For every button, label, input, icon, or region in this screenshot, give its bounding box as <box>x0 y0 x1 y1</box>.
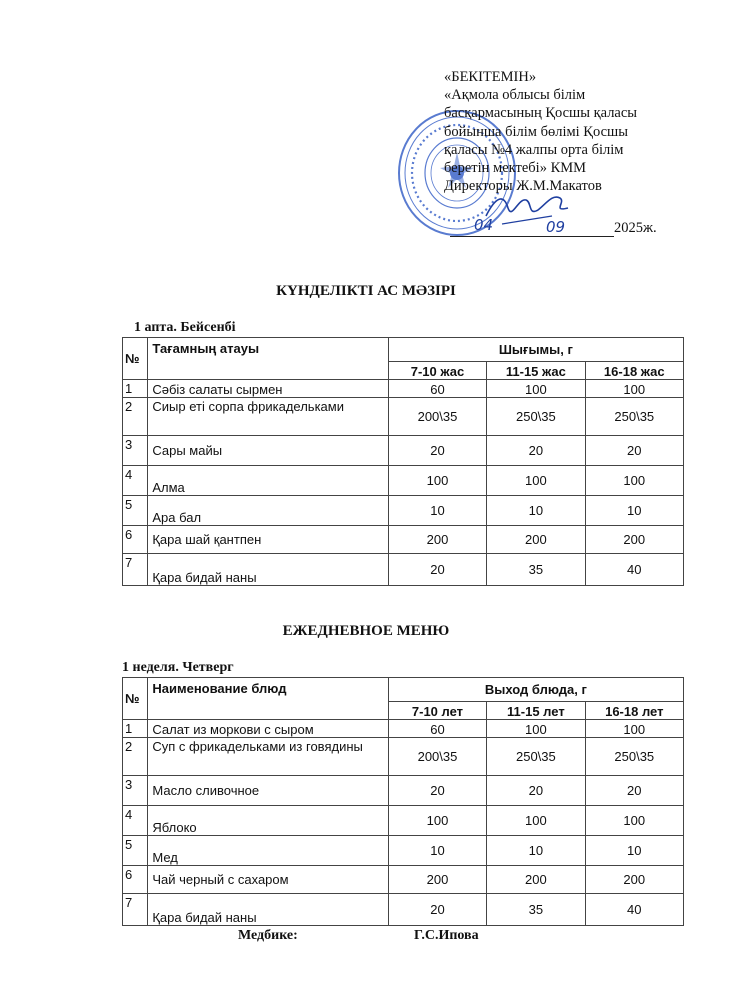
approval-line: қаласы №4 жалпы орта білім <box>444 141 624 158</box>
table-row <box>123 720 684 738</box>
yield-value: 10 <box>585 836 683 866</box>
yield-value: 100 <box>388 806 486 836</box>
dish-name: Чай черный с сахаром <box>148 866 388 894</box>
yield-value: 20 <box>487 436 585 466</box>
ru-week-label: 1 неделя. Четверг <box>122 660 234 675</box>
yield-value: 20 <box>388 776 486 806</box>
yield-value: 200 <box>585 526 683 554</box>
table-header-row <box>123 338 684 362</box>
approval-date <box>450 216 657 237</box>
row-number: 5 <box>123 496 148 526</box>
yield-value: 100 <box>487 806 585 836</box>
col-dish-name: Наименование блюд <box>148 678 388 720</box>
yield-value: 60 <box>388 380 486 398</box>
dish-name: Суп с фрикадельками из говядины <box>148 738 388 776</box>
table-row <box>123 436 684 466</box>
yield-value: 20 <box>388 894 486 926</box>
ru-menu-table <box>122 677 684 926</box>
yield-value: 250\35 <box>585 398 683 436</box>
row-number: 5 <box>123 836 148 866</box>
yield-value: 10 <box>388 496 486 526</box>
yield-value: 35 <box>487 554 585 586</box>
signature-role: Медбике: <box>238 928 298 943</box>
table-header-row <box>123 678 684 702</box>
dish-name: Алма <box>148 466 388 496</box>
yield-value: 100 <box>585 466 683 496</box>
yield-value: 10 <box>585 496 683 526</box>
col-number: № <box>123 678 148 720</box>
yield-value: 20 <box>388 554 486 586</box>
dish-name: Сиыр еті сорпа фрикадельками <box>148 398 388 436</box>
row-number: 1 <box>123 720 148 738</box>
table-row <box>123 894 684 926</box>
table-row <box>123 806 684 836</box>
yield-value: 200\35 <box>388 398 486 436</box>
row-number: 3 <box>123 436 148 466</box>
approval-line: Директоры Ж.М.Макатов <box>444 178 602 195</box>
date-year: 2025ж. <box>614 220 657 236</box>
yield-value: 200 <box>487 866 585 894</box>
yield-value: 35 <box>487 894 585 926</box>
table-row <box>123 776 684 806</box>
yield-value: 200 <box>388 866 486 894</box>
yield-value: 250\35 <box>585 738 683 776</box>
col-number: № <box>123 338 148 380</box>
table-row <box>123 380 684 398</box>
yield-value: 10 <box>487 836 585 866</box>
table-row <box>123 836 684 866</box>
col-age-3: 16-18 жас <box>585 362 683 380</box>
dish-name: Мед <box>148 836 388 866</box>
signature-person: Г.С.Ипова <box>414 928 479 943</box>
dish-name: Масло сливочное <box>148 776 388 806</box>
row-number: 6 <box>123 526 148 554</box>
kz-menu-title: КҮНДЕЛІКТІ АС МӘЗІРІ <box>276 283 456 299</box>
kz-week-label: 1 апта. Бейсенбі <box>134 320 236 335</box>
approval-line: бойынша білім бөлімі Қосшы <box>444 123 628 140</box>
col-age-1: 7-10 жас <box>388 362 486 380</box>
yield-value: 200 <box>487 526 585 554</box>
table-row <box>123 398 684 436</box>
yield-value: 200 <box>388 526 486 554</box>
yield-value: 200\35 <box>388 738 486 776</box>
row-number: 7 <box>123 894 148 926</box>
approval-line: беретін мектебі» КММ <box>444 160 587 177</box>
yield-value: 10 <box>388 836 486 866</box>
col-age-2: 11-15 жас <box>487 362 585 380</box>
dish-name: Сәбіз салаты сырмен <box>148 380 388 398</box>
row-number: 4 <box>123 806 148 836</box>
dish-name: Қара бидай наны <box>148 554 388 586</box>
table-row <box>123 496 684 526</box>
yield-value: 20 <box>585 436 683 466</box>
row-number: 4 <box>123 466 148 496</box>
yield-value: 250\35 <box>487 398 585 436</box>
row-number: 7 <box>123 554 148 586</box>
yield-value: 200 <box>585 866 683 894</box>
yield-value: 100 <box>585 806 683 836</box>
approval-block <box>444 68 694 195</box>
yield-value: 100 <box>585 720 683 738</box>
approval-line: «Ақмола облысы білім <box>444 87 586 104</box>
approval-line: басқармасының Қосшы қаласы <box>444 105 638 122</box>
row-number: 6 <box>123 866 148 894</box>
col-yield: Выход блюда, г <box>388 678 683 702</box>
yield-value: 100 <box>487 380 585 398</box>
dish-name: Қара бидай наны <box>148 894 388 926</box>
date-month: 09 <box>546 218 566 236</box>
table-row <box>123 526 684 554</box>
yield-value: 100 <box>487 720 585 738</box>
table-row <box>123 466 684 496</box>
dish-name: Яблоко <box>148 806 388 836</box>
yield-value: 100 <box>585 380 683 398</box>
row-number: 1 <box>123 380 148 398</box>
yield-value: 40 <box>585 894 683 926</box>
yield-value: 20 <box>585 776 683 806</box>
yield-value: 20 <box>487 776 585 806</box>
table-row <box>123 738 684 776</box>
dish-name: Қара шай қантпен <box>148 526 388 554</box>
col-dish-name: Тағамның атауы <box>148 338 388 380</box>
date-day: 04 <box>474 216 494 234</box>
approval-line: «БЕКІТЕМІН» <box>444 69 537 85</box>
row-number: 2 <box>123 738 148 776</box>
dish-name: Салат из моркови с сыром <box>148 720 388 738</box>
yield-value: 100 <box>487 466 585 496</box>
ru-menu-title: ЕЖЕДНЕВНОЕ МЕНЮ <box>282 623 450 639</box>
yield-value: 20 <box>388 436 486 466</box>
col-age-1: 7-10 лет <box>388 702 486 720</box>
yield-value: 40 <box>585 554 683 586</box>
yield-value: 60 <box>388 720 486 738</box>
col-age-3: 16-18 лет <box>585 702 683 720</box>
row-number: 2 <box>123 398 148 436</box>
yield-value: 250\35 <box>487 738 585 776</box>
kz-menu-table <box>122 337 684 586</box>
row-number: 3 <box>123 776 148 806</box>
dish-name: Ара бал <box>148 496 388 526</box>
table-row <box>123 866 684 894</box>
table-row <box>123 554 684 586</box>
col-age-2: 11-15 лет <box>487 702 585 720</box>
yield-value: 100 <box>388 466 486 496</box>
yield-value: 10 <box>487 496 585 526</box>
dish-name: Сары майы <box>148 436 388 466</box>
col-yield: Шығымы, г <box>388 338 683 362</box>
